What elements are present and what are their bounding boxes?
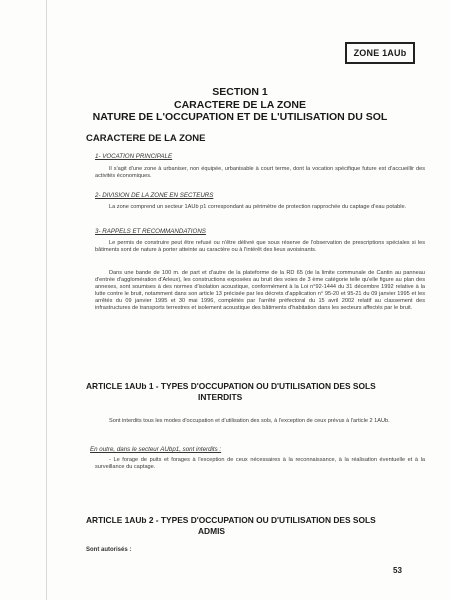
section-number: SECTION 1 bbox=[212, 86, 268, 98]
article-1-title: ARTICLE 1AUb 1 - TYPES D'OCCUPATION OU D'UTILISATION DES SOLS bbox=[86, 381, 376, 391]
vocation-paragraph: Il s'agit d'une zone à urbaniser, non équipée, urbanisable à court terme, dont la vocation spécifique future est d'accueillir des activités économiques. bbox=[95, 166, 425, 179]
secteur-subheading: En outre, dans le secteur AUbp1, sont interdits : bbox=[90, 446, 222, 453]
article-1-paragraph: Sont interdits tous les modes d'occupation et d'utilisation des sols, à l'exception de ceux prévus à l'article 2 1AUb. bbox=[109, 418, 390, 424]
article-1-title-cont: INTERDITS bbox=[198, 392, 243, 402]
vocation-subheading: 1- VOCATION PRINCIPALE bbox=[95, 153, 173, 160]
page-number: 53 bbox=[393, 566, 402, 575]
article-2-title-cont: ADMIS bbox=[198, 526, 225, 536]
division-paragraph: La zone comprend un secteur 1AUb p1 correspondant au périmètre de protection rapprochée du captage d'eau potable. bbox=[109, 204, 407, 210]
section-heading: NATURE DE L'OCCUPATION ET DE L'UTILISATION DU SOL bbox=[92, 111, 388, 123]
rappels-paragraph: Le permis de construire peut être refusé ou n'être délivré que sous réserve de l'observation de prescriptions spéciales si les bâtiments sont de nature à porter atteinte au caractère ou à l'intérêt des lieux avoisinants. bbox=[95, 240, 425, 253]
sont-autorises-label: Sont autorisés : bbox=[86, 547, 132, 553]
division-subheading: 2- DIVISION DE LA ZONE EN SECTEURS bbox=[95, 192, 214, 199]
section-title bbox=[60, 86, 420, 124]
rappels-subheading: 3- RAPPELS ET RECOMMANDATIONS bbox=[95, 228, 206, 235]
forage-paragraph: - Le forage de puits et forages à l'exception de ceux nécessaires à la reconnaissance, à la réalisation éventuelle et à la surveillance du captage. bbox=[95, 457, 425, 470]
caractere-heading: CARACTERE DE LA ZONE bbox=[86, 133, 206, 144]
article-1-heading bbox=[86, 381, 426, 403]
section-subtitle: CARACTERE DE LA ZONE bbox=[173, 98, 307, 111]
scan-margin-line bbox=[46, 0, 47, 600]
article-2-title: ARTICLE 1AUb 2 - TYPES D'OCCUPATION OU D'UTILISATION DES SOLS bbox=[86, 515, 376, 525]
article-2-heading bbox=[86, 515, 426, 537]
zone-label-box: ZONE 1AUb bbox=[345, 42, 415, 64]
bruit-paragraph: Dans une bande de 100 m. de part et d'autre de la plateforme de la RD 65 (de la limite communale de Cantin au panneau d'entrée d'agglomération d'Arleux), les constructions exposées au bruit des voies de 3 ème catégorie telle qu'elle figure au plan des annexes, sont soumises à des normes d'isolation acoustique, conformément à la Loi n°92-1444 du 31 décembre 1992 relative à la lutte contre le bruit, notamment dans son article 13 précisée par les décrets d'application n° 95-20 et 95-21 du 09 janvier 1995 et les arrêtés du 09 janvier 1995 et 30 mai 1996, complétés par l'arrêté préfectoral du 15 avril 2002 relatif au classement des infrastructures de transports terrestres et isolement acoustique des bâtiments d'habitation dans les secteurs affectés par le bruit. bbox=[95, 270, 425, 311]
